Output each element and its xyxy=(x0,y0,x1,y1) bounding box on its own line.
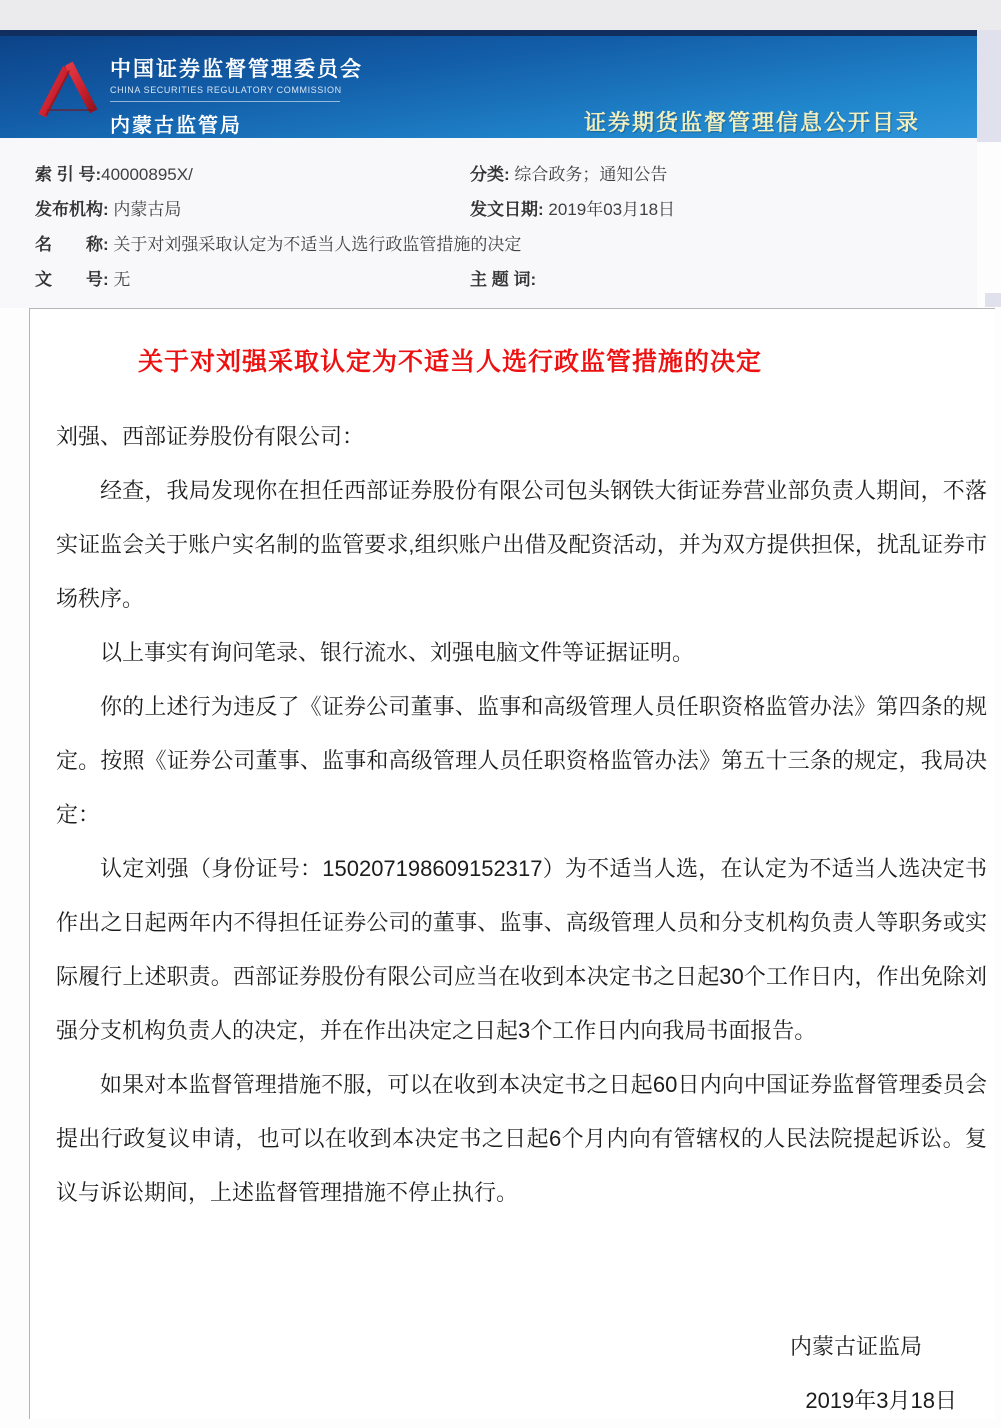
header-org-block xyxy=(36,58,363,138)
meta-doc-no-label: 文 号: xyxy=(35,270,109,289)
meta-category-label: 分类: xyxy=(470,165,510,184)
meta-row-index-category xyxy=(0,160,977,186)
meta-doc-no-value: 无 xyxy=(113,270,131,289)
header-divider xyxy=(110,101,340,102)
header-banner-title: 证券期货监督管理信息公开目录 xyxy=(583,110,920,135)
document-metadata xyxy=(0,138,977,308)
document-title: 关于对刘强采取认定为不适当人选行政监管措施的决定 xyxy=(138,348,763,376)
meta-name-label: 名 称: xyxy=(35,235,109,254)
signature-date: 2019年3月18日 xyxy=(805,1388,957,1413)
header-branch-name: 内蒙古监管局 xyxy=(110,115,242,137)
meta-row-name xyxy=(0,230,977,256)
meta-row-issuer-date xyxy=(0,195,977,221)
header-org-en: CHINA SECURITIES REGULATORY COMMISSION xyxy=(110,85,342,95)
csrc-logo-icon xyxy=(36,58,98,120)
meta-row-docno-keywords xyxy=(0,265,977,291)
page-header-banner xyxy=(0,30,977,138)
meta-name-value: 关于对刘强采取认定为不适当人选行政监管措施的决定 xyxy=(113,235,522,254)
page-right-strip-fragment xyxy=(985,293,1001,307)
document-content xyxy=(56,410,987,1428)
document-body-panel xyxy=(29,308,995,1419)
document-paragraph: 认定刘强（身份证号：150207198609152317）为不适当人选，在认定为不适当人选决定书作出之日起两年内不得担任证券公司的董事、监事、高级管理人员和分支机构负责人等职务或实际履行上述职责。西部证券股份有限公司应当在收到本决定书之日起30个工作日内，作出免除刘强分支机构负责人的决定，并在作出决定之日起3个工作日内向我局书面报告。 xyxy=(56,856,987,1043)
document-salutation: 刘强、西部证券股份有限公司： xyxy=(56,424,365,449)
signature-org: 内蒙古证监局 xyxy=(789,1334,922,1359)
document-paragraph: 以上事实有询问笔录、银行流水、刘强电脑文件等证据证明。 xyxy=(100,640,695,665)
meta-issuer-label: 发布机构: xyxy=(35,200,109,219)
document-paragraph: 经查，我局发现你在担任西部证券股份有限公司包头钢铁大街证券营业部负责人期间，不落实证监会关于账户实名制的监管要求,组织账户出借及配资活动，并为双方提供担保，扰乱证券市场秩序。 xyxy=(56,478,987,611)
meta-index-value: 40000895X/ xyxy=(101,165,193,184)
meta-issue-date-label: 发文日期: xyxy=(470,200,544,219)
meta-issuer-value: 内蒙古局 xyxy=(113,200,182,219)
document-signature xyxy=(56,1320,987,1428)
meta-keywords-label: 主 题 词: xyxy=(470,270,537,289)
meta-issue-date-value: 2019年03月18日 xyxy=(548,200,676,219)
header-org-cn: 中国证券监督管理委员会 xyxy=(110,58,363,81)
top-strip xyxy=(0,0,1001,30)
document-paragraph: 你的上述行为违反了《证券公司董事、监事和高级管理人员任职资格监管办法》第四条的规定。按照《证券公司董事、监事和高级管理人员任职资格监管办法》第五十三条的规定，我局决定： xyxy=(56,694,987,827)
meta-index-label: 索 引 号: xyxy=(35,165,102,184)
meta-category-value: 综合政务；通知公告 xyxy=(514,165,668,184)
page-right-strip xyxy=(977,30,1001,142)
document-paragraph: 如果对本监督管理措施不服，可以在收到本决定书之日起60日内向中国证券监督管理委员会提出行政复议申请，也可以在收到本决定书之日起6个月内向有管辖权的人民法院提起诉讼。复议与诉讼期间，上述监督管理措施不停止执行。 xyxy=(56,1072,987,1205)
